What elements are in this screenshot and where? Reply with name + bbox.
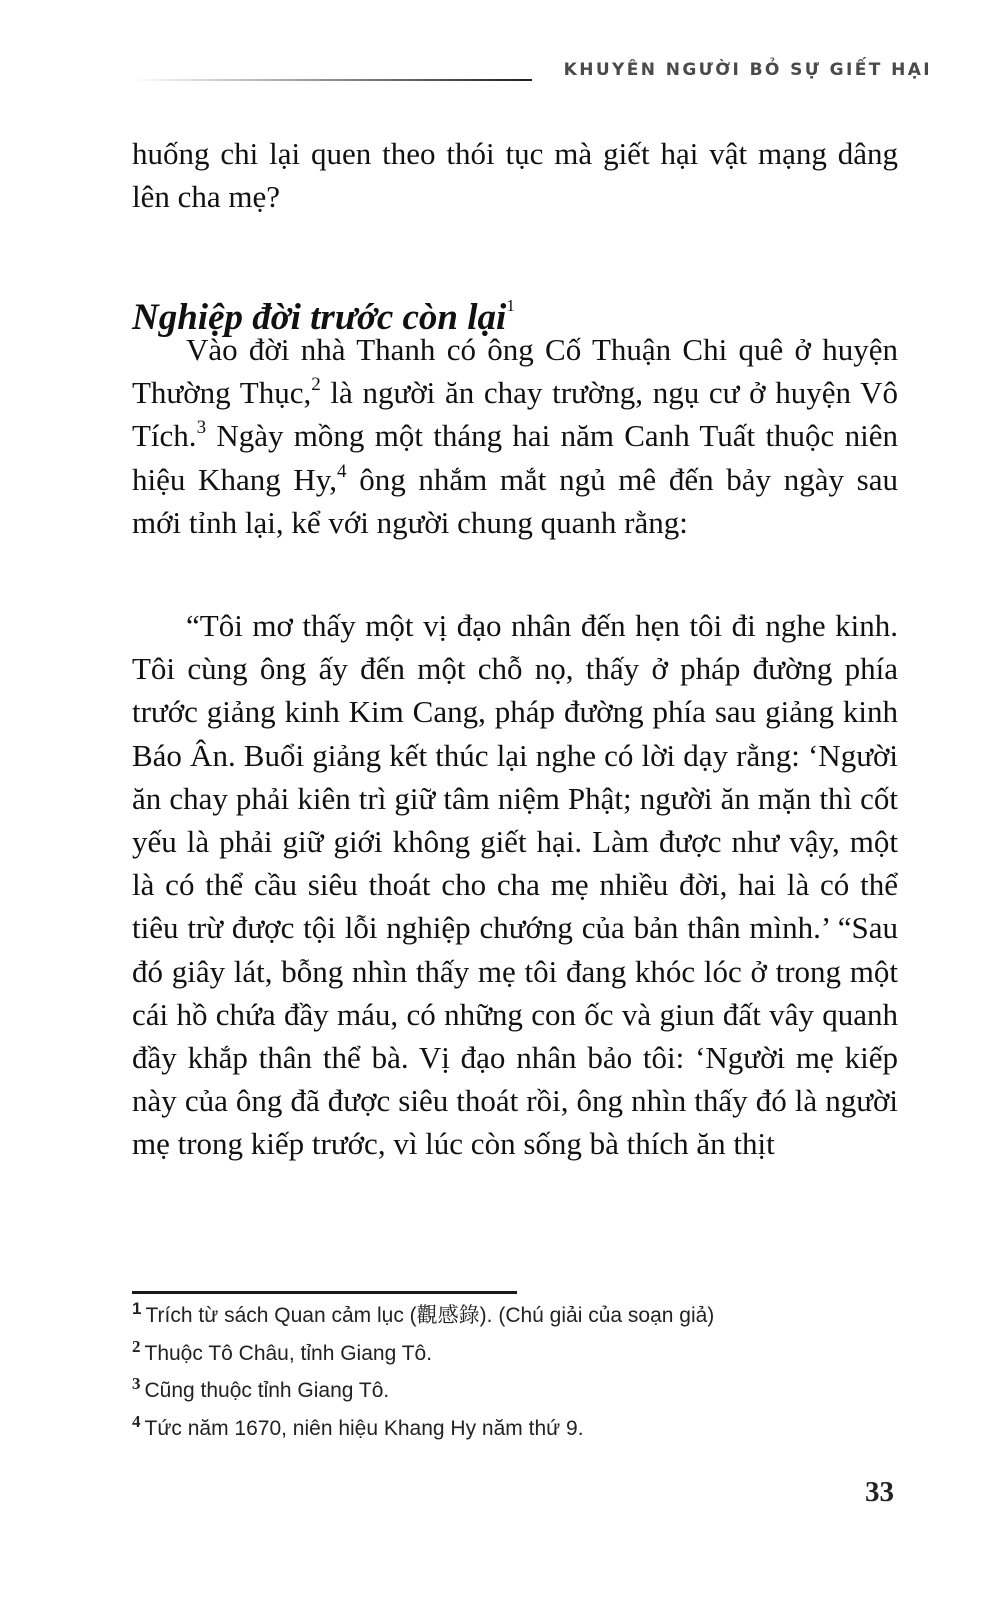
footnote-separator [132, 1291, 517, 1294]
footnote-text: Trích từ sách Quan cảm lục (觀感錄). (Chú giải của soạn giả) [145, 1304, 715, 1327]
story-text: Vào đời nhà Thanh có ông Cố Thuận Chi quê ở huyện Thường Thục, [132, 332, 898, 411]
footnote-number: 3 [132, 1374, 141, 1393]
footnote-ref-4[interactable]: 4 [337, 460, 347, 482]
story-paragraph-2: “Tôi mơ thấy một vị đạo nhân đến hẹn tôi đi nghe kinh. Tôi cùng ông ấy đến một chỗ nọ, thấy ở pháp đường phía trước giảng kinh Kim Cang, pháp đường phía sau giảng kinh Báo Ân. Buổi giảng kết thúc lại nghe có lời dạy rằng: ‘Người ăn chay phải kiên trì giữ tâm niệm Phật; người ăn mặn thì cốt yếu là phải giữ giới không giết hại. Làm được như vậy, một là có thể cầu siêu thoát cho cha mẹ nhiều đời, hai là có thể tiêu trừ được tội lỗi nghiệp chướng của bản thân mình.’ “Sau đó giây lát, bỗng nhìn thấy mẹ tôi đang khóc lóc ở trong một cái hồ chứa đầy máu, có những con ốc và giun đất vây quanh đầy khắp thân thể bà. Vị đạo nhân bảo tôi: ‘Người mẹ kiếp này của ông đã được siêu thoát rồi, ông nhìn thấy đó là người mẹ trong kiếp trước, vì lúc còn sống bà thích ăn thịt [132, 608, 898, 1162]
story-text: là người ăn chay trường, ngụ cư ở huyện Vô Tích. [132, 375, 898, 454]
story-paragraph-1-block [132, 328, 898, 544]
intro-paragraph-block [132, 132, 898, 218]
footnote-ref-2[interactable]: 2 [311, 374, 321, 396]
footnote-ref-1[interactable]: 1 [506, 295, 515, 315]
running-title: KHUYÊN NGƯỜI BỎ SỰ GIẾT HẠI [563, 60, 932, 80]
story-paragraph-1 [132, 328, 898, 544]
section-title: Nghiệp đời trước còn lại [132, 296, 507, 338]
story-text: Ngày mồng một tháng hai năm Canh Tuất thuộc niên hiệu Khang Hy, [132, 418, 898, 497]
footnote-text: Cũng thuộc tỉnh Giang Tô. [144, 1379, 390, 1402]
story-paragraph-2-block [132, 604, 898, 1166]
footnote-ref-3[interactable]: 3 [196, 417, 207, 439]
story-text: ông nhắm mắt ngủ mê đến bảy ngày sau mới tỉnh lại, kể với người chung quanh rằng: [132, 461, 898, 540]
footnote-3 [132, 1372, 912, 1410]
footnotes [132, 1297, 912, 1447]
footnote-number: 4 [132, 1411, 141, 1431]
intro-paragraph: huống chi lại quen theo thói tục mà giết hại vật mạng dâng lên cha mẹ? [132, 136, 898, 215]
page-number: 33 [865, 1476, 894, 1508]
footnote-2 [132, 1335, 912, 1373]
running-header [132, 58, 932, 88]
footnote-text: Tức năm 1670, niên hiệu Khang Hy năm thứ 9. [144, 1416, 584, 1440]
footnote-text: Thuộc Tô Châu, tỉnh Giang Tô. [144, 1341, 433, 1365]
header-rule [132, 79, 532, 81]
footnote-4 [132, 1410, 912, 1448]
footnote-1 [132, 1297, 912, 1335]
footnote-number: 1 [132, 1299, 142, 1318]
footnote-number: 2 [132, 1336, 141, 1356]
